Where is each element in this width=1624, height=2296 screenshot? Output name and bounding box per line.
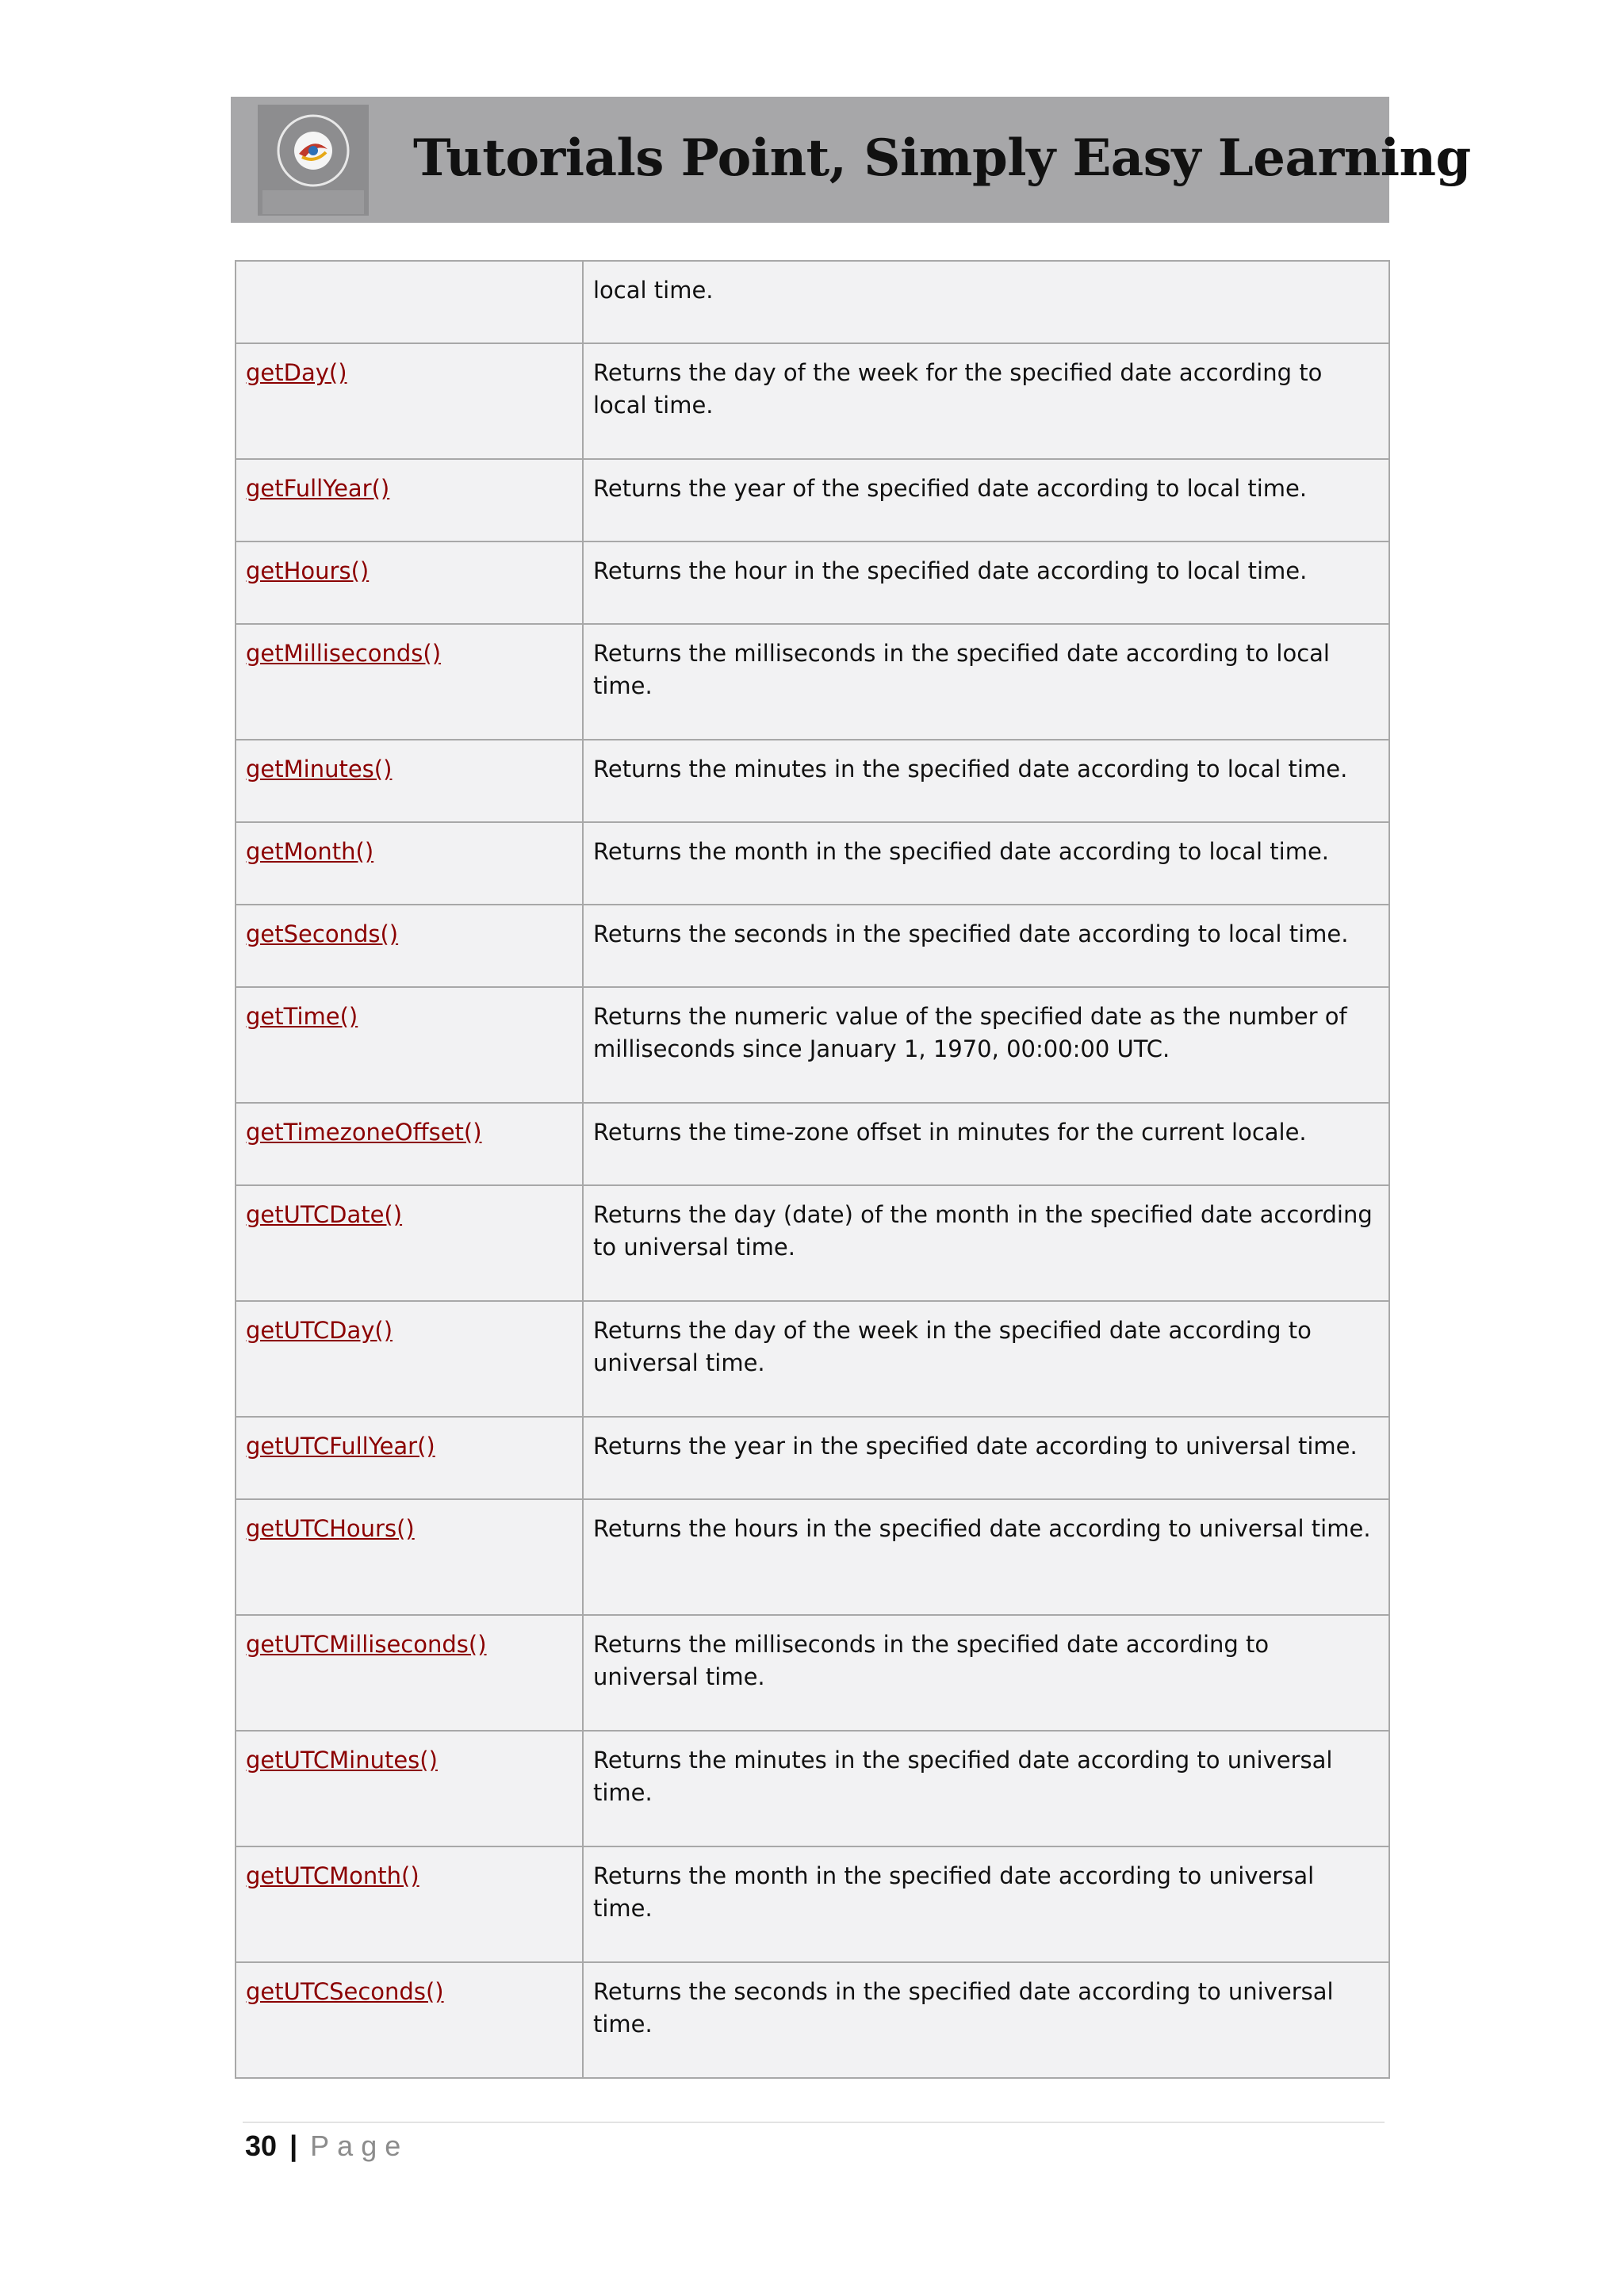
method-link[interactable]: getUTCDay() <box>246 1317 393 1344</box>
method-cell <box>236 1731 583 1846</box>
table-row <box>236 1185 1389 1301</box>
method-link[interactable]: getSeconds() <box>246 920 399 947</box>
method-link[interactable]: getUTCDate() <box>246 1201 403 1228</box>
description-cell: Returns the milliseconds in the specified date according to local time. <box>583 624 1389 740</box>
table-row <box>236 1417 1389 1499</box>
method-cell <box>236 1846 583 1962</box>
method-link[interactable]: getUTCFullYear() <box>246 1433 435 1460</box>
page-separator: | <box>289 2130 298 2162</box>
method-link[interactable]: getUTCSeconds() <box>246 1978 444 2005</box>
description-cell: Returns the time-zone offset in minutes for the current locale. <box>583 1103 1389 1185</box>
method-cell <box>236 1615 583 1731</box>
table-row <box>236 1615 1389 1731</box>
method-link[interactable]: getUTCHours() <box>246 1515 415 1542</box>
table-row <box>236 987 1389 1103</box>
description-cell: Returns the seconds in the specified date according to local time. <box>583 905 1389 987</box>
method-cell <box>236 1417 583 1499</box>
method-cell <box>236 1962 583 2078</box>
method-link[interactable]: getMilliseconds() <box>246 640 442 667</box>
method-cell <box>236 1103 583 1185</box>
method-cell <box>236 1185 583 1301</box>
description-cell: Returns the numeric value of the specified date as the number of milliseconds since January 1, 1970, 00:00:00 UTC. <box>583 987 1389 1103</box>
description-cell: Returns the year in the specified date according to universal time. <box>583 1417 1389 1499</box>
table-row <box>236 1499 1389 1615</box>
date-methods-table <box>235 260 1390 2079</box>
method-cell <box>236 1499 583 1615</box>
method-link[interactable]: getUTCMinutes() <box>246 1747 438 1774</box>
method-cell <box>236 740 583 822</box>
description-cell: Returns the hours in the specified date according to universal time. <box>583 1499 1389 1615</box>
method-link[interactable]: getUTCMonth() <box>246 1862 419 1889</box>
description-cell: Returns the hour in the specified date according to local time. <box>583 541 1389 624</box>
method-link[interactable]: getMonth() <box>246 838 374 865</box>
table-row <box>236 1731 1389 1846</box>
description-cell: Returns the day of the week for the specified date according to local time. <box>583 343 1389 459</box>
method-link[interactable]: getTime() <box>246 1003 358 1030</box>
description-cell: Returns the milliseconds in the specified date according to universal time. <box>583 1615 1389 1731</box>
table-row <box>236 343 1389 459</box>
header-title: Tutorials Point, Simply Easy Learning <box>413 128 1471 188</box>
description-cell: Returns the minutes in the specified date according to local time. <box>583 740 1389 822</box>
description-cell: Returns the month in the specified date according to local time. <box>583 822 1389 905</box>
page-footer <box>245 2130 408 2163</box>
method-cell <box>236 343 583 459</box>
table-row <box>236 1962 1389 2078</box>
method-cell <box>236 822 583 905</box>
method-cell <box>236 459 583 541</box>
table-row <box>236 1846 1389 1962</box>
description-cell: Returns the month in the specified date according to universal time. <box>583 1846 1389 1962</box>
table-row <box>236 541 1389 624</box>
description-cell: local time. <box>583 261 1389 343</box>
table-row <box>236 261 1389 343</box>
table-row <box>236 624 1389 740</box>
method-link[interactable]: getFullYear() <box>246 475 390 502</box>
page-header <box>231 97 1471 223</box>
description-cell: Returns the day of the week in the specified date according to universal time. <box>583 1301 1389 1417</box>
page-number: 30 <box>245 2130 278 2162</box>
table-body <box>236 261 1389 2078</box>
description-cell: Returns the seconds in the specified date according to universal time. <box>583 1962 1389 2078</box>
method-link[interactable]: getTimezoneOffset() <box>246 1119 482 1146</box>
method-cell <box>236 905 583 987</box>
table-row <box>236 1103 1389 1185</box>
logo-emblem-icon <box>258 105 369 216</box>
table-row <box>236 905 1389 987</box>
description-cell: Returns the year of the specified date according to local time. <box>583 459 1389 541</box>
method-link[interactable]: getDay() <box>246 359 347 386</box>
method-cell <box>236 1301 583 1417</box>
method-cell <box>236 541 583 624</box>
method-link[interactable]: getUTCMilliseconds() <box>246 1631 487 1658</box>
method-link[interactable]: getMinutes() <box>246 756 393 783</box>
table-row <box>236 459 1389 541</box>
table-row <box>236 1301 1389 1417</box>
tutorials-point-logo <box>258 105 369 216</box>
description-cell: Returns the day (date) of the month in the specified date according to universal time. <box>583 1185 1389 1301</box>
footer-divider <box>243 2122 1385 2123</box>
method-cell <box>236 987 583 1103</box>
method-cell <box>236 624 583 740</box>
table-row <box>236 740 1389 822</box>
description-cell: Returns the minutes in the specified date according to universal time. <box>583 1731 1389 1846</box>
table-row <box>236 822 1389 905</box>
page-label: Page <box>310 2130 409 2162</box>
method-link[interactable]: getHours() <box>246 557 370 584</box>
method-cell <box>236 261 583 343</box>
